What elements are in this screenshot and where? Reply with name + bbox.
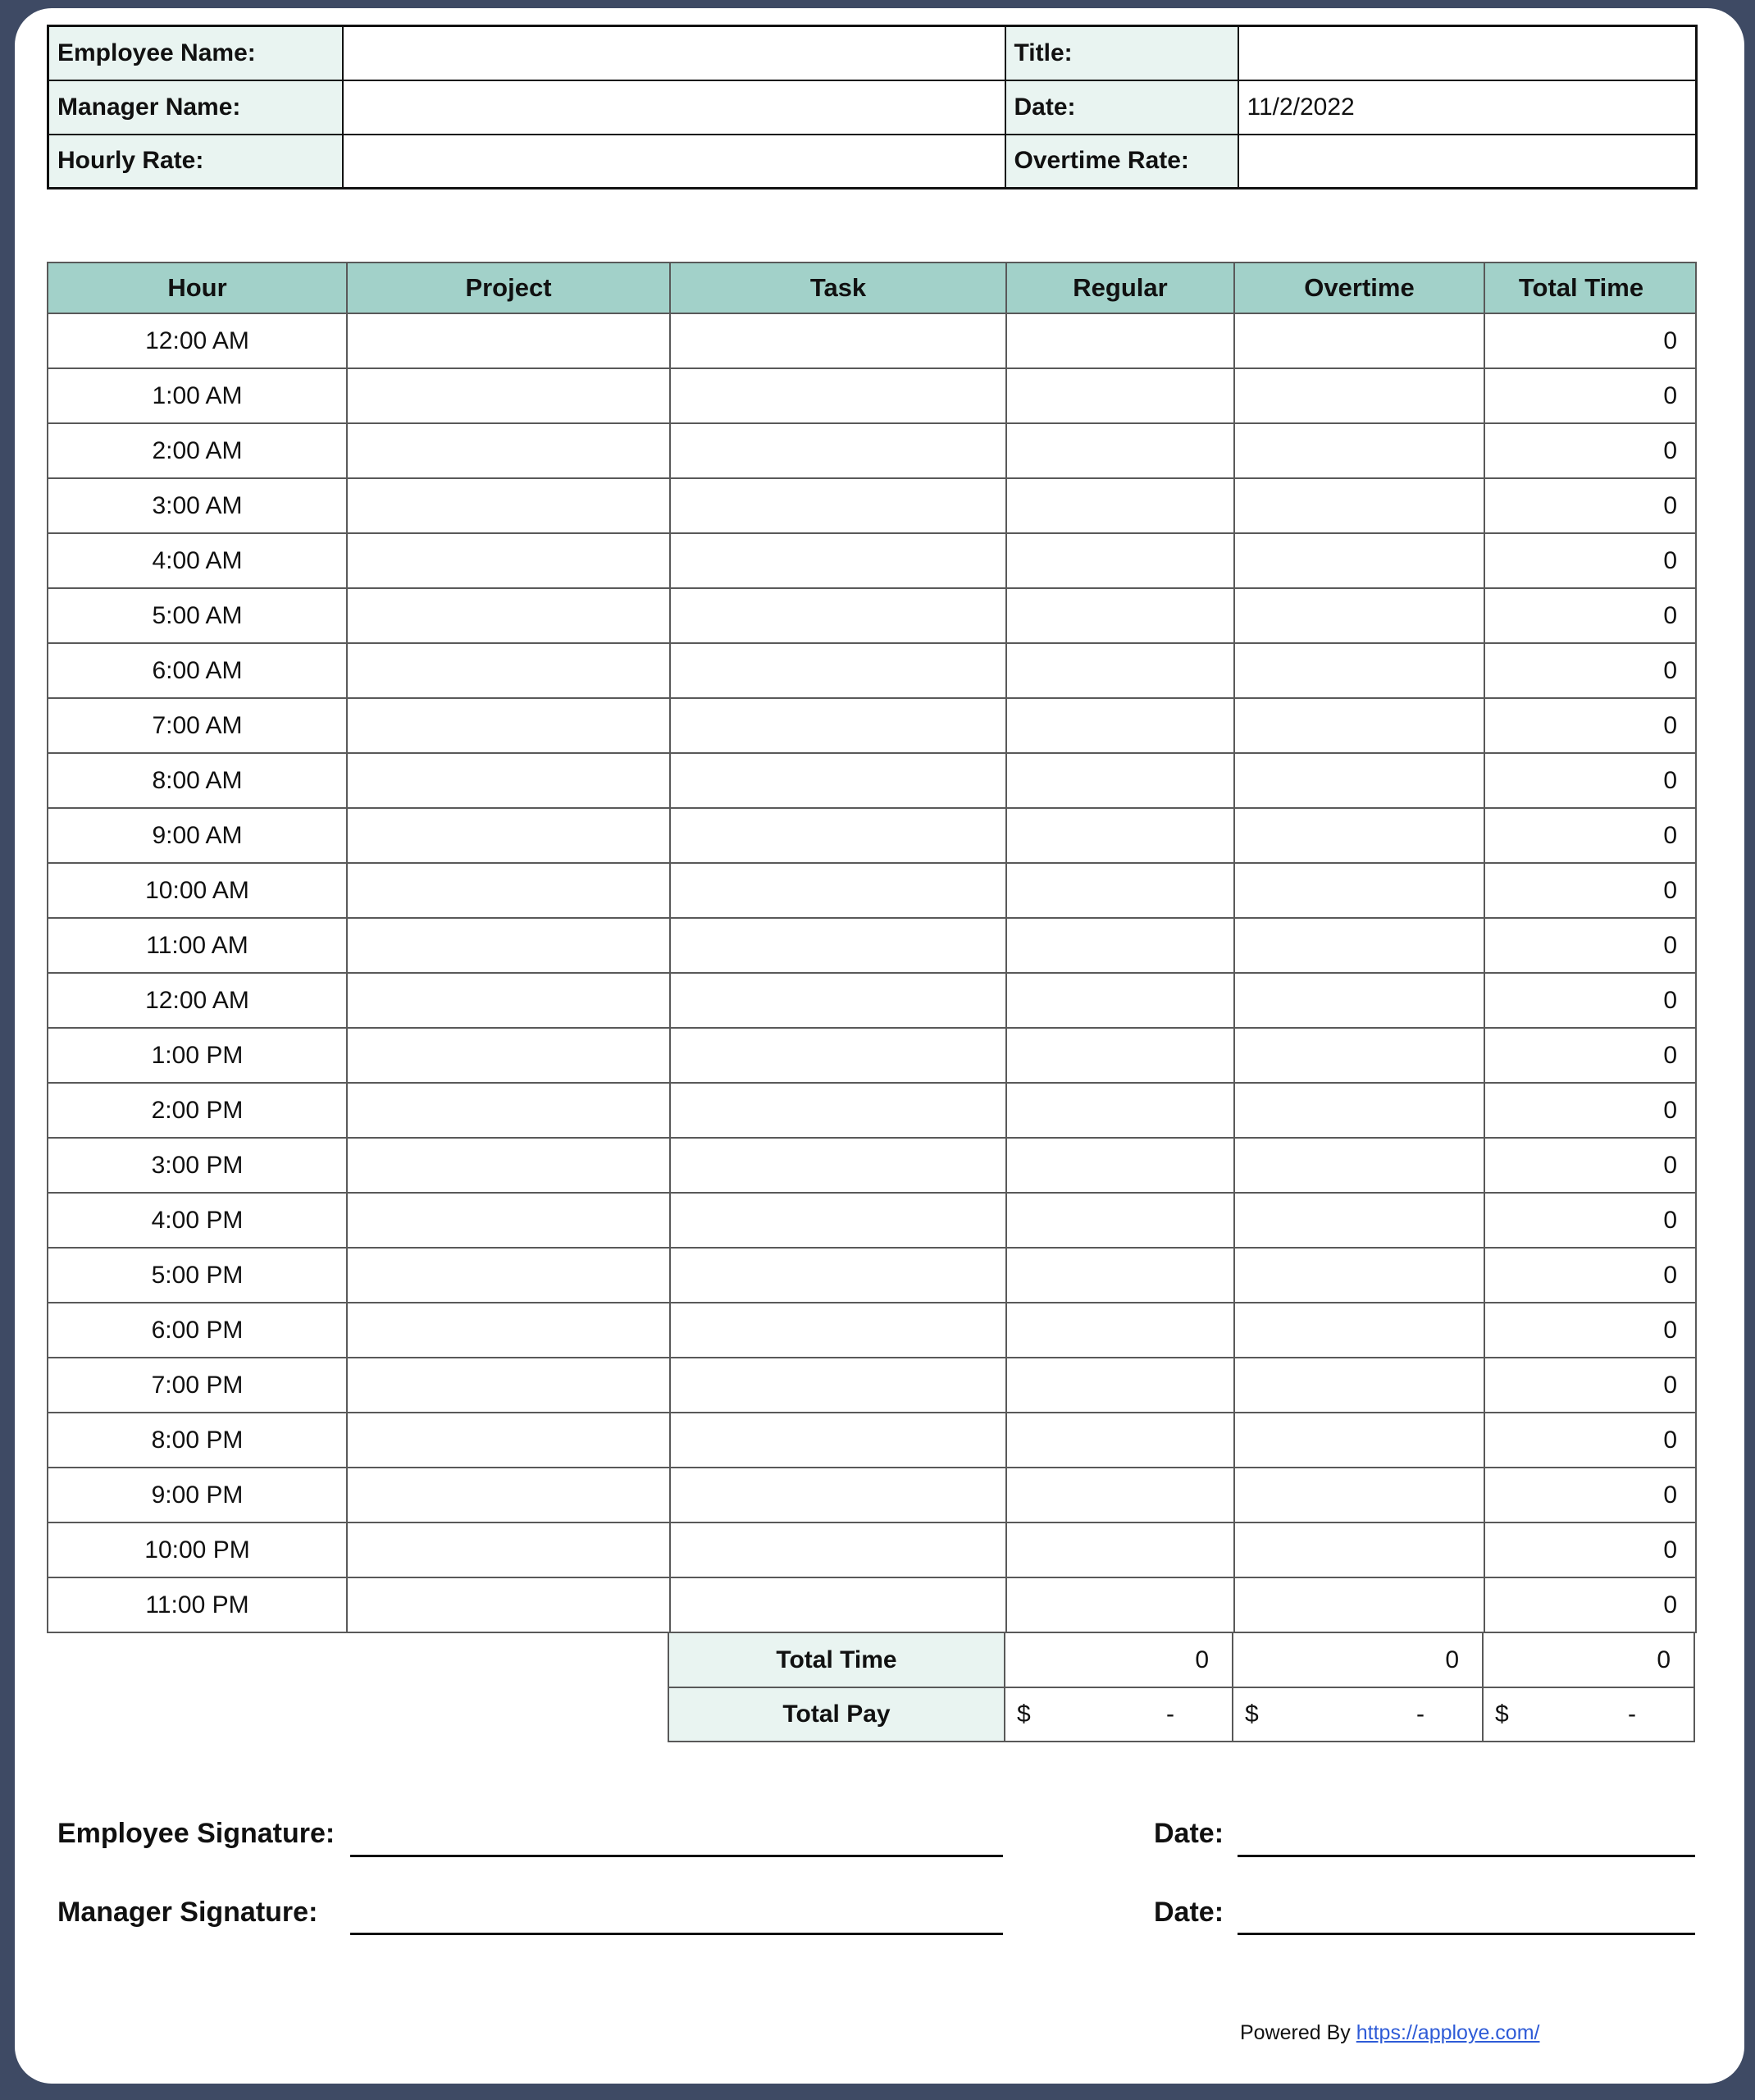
regular-input-cell[interactable] xyxy=(1006,368,1234,423)
regular-input-cell[interactable] xyxy=(1006,1193,1234,1248)
regular-input-cell[interactable] xyxy=(1006,588,1234,643)
overtime-rate-field[interactable] xyxy=(1238,135,1697,189)
timesheet-table xyxy=(47,262,1697,1633)
task-input-cell[interactable] xyxy=(670,1522,1006,1577)
overtime-input-cell[interactable] xyxy=(1234,1358,1484,1413)
hourly-rate-label: Hourly Rate: xyxy=(48,135,343,189)
project-input-cell[interactable] xyxy=(347,1083,670,1138)
total-pay-total-cell xyxy=(1483,1687,1694,1742)
timesheet-row xyxy=(48,808,1696,863)
title-label: Title: xyxy=(1005,26,1238,80)
column-header-total: Total Time xyxy=(1484,262,1696,313)
footer xyxy=(47,2021,1712,2045)
project-input-cell[interactable] xyxy=(347,1138,670,1193)
project-input-cell[interactable] xyxy=(347,533,670,588)
signature-section xyxy=(47,1808,1695,1947)
regular-input-cell[interactable] xyxy=(1006,313,1234,368)
hour-cell: 3:00 PM xyxy=(48,1138,347,1193)
timesheet-row xyxy=(48,643,1696,698)
timesheet-body xyxy=(48,313,1696,1632)
overtime-input-cell[interactable] xyxy=(1234,533,1484,588)
overtime-input-cell[interactable] xyxy=(1234,1468,1484,1522)
apploye-link[interactable]: https://apploye.com/ xyxy=(1356,2021,1540,2044)
total-time-cell: 0 xyxy=(1484,1468,1696,1522)
total-pay-overtime-value: - xyxy=(1416,1701,1425,1728)
hour-cell: 2:00 AM xyxy=(48,423,347,478)
overtime-input-cell[interactable] xyxy=(1234,808,1484,863)
total-time-cell: 0 xyxy=(1484,698,1696,753)
regular-input-cell[interactable] xyxy=(1006,533,1234,588)
timesheet-row xyxy=(48,1468,1696,1522)
total-time-cell: 0 xyxy=(1484,478,1696,533)
total-time-cell: 0 xyxy=(1484,368,1696,423)
hour-cell: 4:00 PM xyxy=(48,1193,347,1248)
overtime-input-cell[interactable] xyxy=(1234,918,1484,973)
hour-cell: 9:00 AM xyxy=(48,808,347,863)
overtime-input-cell[interactable] xyxy=(1234,698,1484,753)
project-input-cell[interactable] xyxy=(347,1522,670,1577)
overtime-input-cell[interactable] xyxy=(1234,1522,1484,1577)
regular-input-cell[interactable] xyxy=(1006,1413,1234,1468)
total-time-regular-value: 0 xyxy=(1005,1633,1233,1687)
task-input-cell[interactable] xyxy=(670,588,1006,643)
total-time-cell: 0 xyxy=(1484,313,1696,368)
project-input-cell[interactable] xyxy=(347,1248,670,1303)
task-input-cell[interactable] xyxy=(670,1248,1006,1303)
task-input-cell[interactable] xyxy=(670,918,1006,973)
project-input-cell[interactable] xyxy=(347,1577,670,1632)
powered-by-text: Powered By xyxy=(1240,2021,1351,2044)
project-input-cell[interactable] xyxy=(347,698,670,753)
total-time-cell: 0 xyxy=(1484,1413,1696,1468)
employee-signature-date-label: Date: xyxy=(1154,1818,1224,1849)
manager-signature-date-label: Date: xyxy=(1154,1897,1224,1928)
hour-cell: 1:00 PM xyxy=(48,1028,347,1083)
total-time-cell: 0 xyxy=(1484,918,1696,973)
regular-input-cell[interactable] xyxy=(1006,1468,1234,1522)
timesheet-row xyxy=(48,753,1696,808)
task-input-cell[interactable] xyxy=(670,863,1006,918)
total-time-cell: 0 xyxy=(1484,1083,1696,1138)
overtime-input-cell[interactable] xyxy=(1234,1248,1484,1303)
regular-input-cell[interactable] xyxy=(1006,1083,1234,1138)
manager-signature-line[interactable] xyxy=(350,1906,1003,1935)
column-header-overtime: Overtime xyxy=(1234,262,1484,313)
timesheet-row xyxy=(48,1138,1696,1193)
manager-signature-date-line[interactable] xyxy=(1238,1906,1695,1935)
total-time-cell: 0 xyxy=(1484,808,1696,863)
total-pay-regular-cell xyxy=(1005,1687,1233,1742)
regular-input-cell[interactable] xyxy=(1006,918,1234,973)
timesheet-row xyxy=(48,1193,1696,1248)
timesheet-row xyxy=(48,973,1696,1028)
total-time-cell: 0 xyxy=(1484,588,1696,643)
project-input-cell[interactable] xyxy=(347,1413,670,1468)
regular-input-cell[interactable] xyxy=(1006,1248,1234,1303)
project-input-cell[interactable] xyxy=(347,588,670,643)
task-input-cell[interactable] xyxy=(670,533,1006,588)
manager-name-label: Manager Name: xyxy=(48,80,343,135)
date-label: Date: xyxy=(1005,80,1238,135)
task-input-cell[interactable] xyxy=(670,1358,1006,1413)
timesheet-row xyxy=(48,533,1696,588)
task-input-cell[interactable] xyxy=(670,368,1006,423)
overtime-input-cell[interactable] xyxy=(1234,588,1484,643)
hour-cell: 7:00 AM xyxy=(48,698,347,753)
total-time-cell: 0 xyxy=(1484,423,1696,478)
task-input-cell[interactable] xyxy=(670,753,1006,808)
total-time-label: Total Time xyxy=(668,1633,1005,1687)
timesheet-row xyxy=(48,698,1696,753)
regular-input-cell[interactable] xyxy=(1006,1303,1234,1358)
info-row xyxy=(48,80,1697,135)
project-input-cell[interactable] xyxy=(347,368,670,423)
hour-cell: 6:00 AM xyxy=(48,643,347,698)
hour-cell: 6:00 PM xyxy=(48,1303,347,1358)
regular-input-cell[interactable] xyxy=(1006,808,1234,863)
hour-cell: 9:00 PM xyxy=(48,1468,347,1522)
hourly-rate-field[interactable] xyxy=(343,135,1005,189)
project-input-cell[interactable] xyxy=(347,918,670,973)
totals-table xyxy=(668,1633,1695,1742)
regular-input-cell[interactable] xyxy=(1006,698,1234,753)
document-page xyxy=(15,8,1744,2084)
hour-cell: 8:00 PM xyxy=(48,1413,347,1468)
employee-signature-line[interactable] xyxy=(350,1828,1003,1857)
title-field[interactable] xyxy=(1238,26,1697,80)
task-input-cell[interactable] xyxy=(670,478,1006,533)
task-input-cell[interactable] xyxy=(670,1577,1006,1632)
total-pay-regular-value: - xyxy=(1166,1701,1174,1728)
manager-signature-label: Manager Signature: xyxy=(57,1897,318,1928)
project-input-cell[interactable] xyxy=(347,478,670,533)
hour-cell: 4:00 AM xyxy=(48,533,347,588)
regular-input-cell[interactable] xyxy=(1006,1358,1234,1413)
timesheet-row xyxy=(48,423,1696,478)
overtime-input-cell[interactable] xyxy=(1234,1193,1484,1248)
task-input-cell[interactable] xyxy=(670,1193,1006,1248)
hour-cell: 10:00 AM xyxy=(48,863,347,918)
regular-input-cell[interactable] xyxy=(1006,1577,1234,1632)
timesheet-row xyxy=(48,478,1696,533)
timesheet-row xyxy=(48,1358,1696,1413)
overtime-input-cell[interactable] xyxy=(1234,1413,1484,1468)
timesheet-row xyxy=(48,918,1696,973)
timesheet-row xyxy=(48,1303,1696,1358)
project-input-cell[interactable] xyxy=(347,863,670,918)
regular-input-cell[interactable] xyxy=(1006,1138,1234,1193)
overtime-input-cell[interactable] xyxy=(1234,368,1484,423)
timesheet-row xyxy=(48,1522,1696,1577)
project-input-cell[interactable] xyxy=(347,643,670,698)
hour-cell: 3:00 AM xyxy=(48,478,347,533)
task-input-cell[interactable] xyxy=(670,1413,1006,1468)
project-input-cell[interactable] xyxy=(347,973,670,1028)
overtime-input-cell[interactable] xyxy=(1234,478,1484,533)
timesheet-header-row xyxy=(48,262,1696,313)
task-input-cell[interactable] xyxy=(670,973,1006,1028)
timesheet-row xyxy=(48,1413,1696,1468)
project-input-cell[interactable] xyxy=(347,1193,670,1248)
total-time-cell: 0 xyxy=(1484,1303,1696,1358)
project-input-cell[interactable] xyxy=(347,1358,670,1413)
project-input-cell[interactable] xyxy=(347,808,670,863)
hour-cell: 5:00 AM xyxy=(48,588,347,643)
employee-name-label: Employee Name: xyxy=(48,26,343,80)
total-time-cell: 0 xyxy=(1484,753,1696,808)
project-input-cell[interactable] xyxy=(347,1028,670,1083)
hour-cell: 11:00 AM xyxy=(48,918,347,973)
task-input-cell[interactable] xyxy=(670,1028,1006,1083)
total-time-total-value: 0 xyxy=(1483,1633,1694,1687)
total-time-cell: 0 xyxy=(1484,1522,1696,1577)
totals-section xyxy=(47,1633,1695,1742)
project-input-cell[interactable] xyxy=(347,1468,670,1522)
hour-cell: 10:00 PM xyxy=(48,1522,347,1577)
project-input-cell[interactable] xyxy=(347,753,670,808)
hour-cell: 5:00 PM xyxy=(48,1248,347,1303)
column-header-task: Task xyxy=(670,262,1006,313)
hour-cell: 7:00 PM xyxy=(48,1358,347,1413)
total-pay-label: Total Pay xyxy=(668,1687,1005,1742)
total-time-cell: 0 xyxy=(1484,1248,1696,1303)
currency-symbol: $ xyxy=(1017,1701,1031,1728)
employee-signature-date-line[interactable] xyxy=(1238,1828,1695,1857)
hour-cell: 11:00 PM xyxy=(48,1577,347,1632)
project-input-cell[interactable] xyxy=(347,423,670,478)
hour-cell: 12:00 AM xyxy=(48,313,347,368)
regular-input-cell[interactable] xyxy=(1006,643,1234,698)
overtime-input-cell[interactable] xyxy=(1234,423,1484,478)
timesheet-row xyxy=(48,863,1696,918)
column-header-hour: Hour xyxy=(48,262,347,313)
total-pay-total-value: - xyxy=(1628,1701,1636,1728)
overtime-input-cell[interactable] xyxy=(1234,753,1484,808)
overtime-input-cell[interactable] xyxy=(1234,313,1484,368)
employee-signature-label: Employee Signature: xyxy=(57,1818,335,1849)
timesheet-row xyxy=(48,1577,1696,1632)
total-time-cell: 0 xyxy=(1484,973,1696,1028)
regular-input-cell[interactable] xyxy=(1006,753,1234,808)
currency-symbol: $ xyxy=(1245,1701,1259,1728)
document-content xyxy=(47,25,1712,2045)
total-time-cell: 0 xyxy=(1484,533,1696,588)
total-time-cell: 0 xyxy=(1484,863,1696,918)
timesheet-row xyxy=(48,588,1696,643)
total-time-row xyxy=(668,1633,1694,1687)
hour-cell: 1:00 AM xyxy=(48,368,347,423)
task-input-cell[interactable] xyxy=(670,1138,1006,1193)
regular-input-cell[interactable] xyxy=(1006,973,1234,1028)
total-time-overtime-value: 0 xyxy=(1233,1633,1483,1687)
overtime-rate-label: Overtime Rate: xyxy=(1005,135,1238,189)
task-input-cell[interactable] xyxy=(670,1468,1006,1522)
total-time-cell: 0 xyxy=(1484,1577,1696,1632)
task-input-cell[interactable] xyxy=(670,313,1006,368)
info-row xyxy=(48,135,1697,189)
timesheet-row xyxy=(48,1248,1696,1303)
overtime-input-cell[interactable] xyxy=(1234,1577,1484,1632)
overtime-input-cell[interactable] xyxy=(1234,1138,1484,1193)
currency-symbol: $ xyxy=(1495,1701,1509,1728)
task-input-cell[interactable] xyxy=(670,1083,1006,1138)
total-time-cell: 0 xyxy=(1484,1193,1696,1248)
total-time-cell: 0 xyxy=(1484,1138,1696,1193)
info-row xyxy=(48,26,1697,80)
total-time-cell: 0 xyxy=(1484,643,1696,698)
hour-cell: 12:00 AM xyxy=(48,973,347,1028)
timesheet-row xyxy=(48,368,1696,423)
regular-input-cell[interactable] xyxy=(1006,1522,1234,1577)
column-header-regular: Regular xyxy=(1006,262,1234,313)
column-header-project: Project xyxy=(347,262,670,313)
total-pay-overtime-cell xyxy=(1233,1687,1483,1742)
task-input-cell[interactable] xyxy=(670,1303,1006,1358)
totals-spacer xyxy=(47,1633,668,1742)
regular-input-cell[interactable] xyxy=(1006,863,1234,918)
task-input-cell[interactable] xyxy=(670,423,1006,478)
overtime-input-cell[interactable] xyxy=(1234,863,1484,918)
project-input-cell[interactable] xyxy=(347,313,670,368)
overtime-input-cell[interactable] xyxy=(1234,1303,1484,1358)
employee-info-table xyxy=(47,25,1698,189)
manager-name-field[interactable] xyxy=(343,80,1005,135)
total-pay-row xyxy=(668,1687,1694,1742)
timesheet-row xyxy=(48,313,1696,368)
regular-input-cell[interactable] xyxy=(1006,478,1234,533)
task-input-cell[interactable] xyxy=(670,698,1006,753)
project-input-cell[interactable] xyxy=(347,1303,670,1358)
date-field[interactable]: 11/2/2022 xyxy=(1238,80,1697,135)
task-input-cell[interactable] xyxy=(670,643,1006,698)
overtime-input-cell[interactable] xyxy=(1234,1028,1484,1083)
overtime-input-cell[interactable] xyxy=(1234,973,1484,1028)
overtime-input-cell[interactable] xyxy=(1234,1083,1484,1138)
total-time-cell: 0 xyxy=(1484,1028,1696,1083)
hour-cell: 8:00 AM xyxy=(48,753,347,808)
timesheet-row xyxy=(48,1028,1696,1083)
employee-name-field[interactable] xyxy=(343,26,1005,80)
hour-cell: 2:00 PM xyxy=(48,1083,347,1138)
timesheet-row xyxy=(48,1083,1696,1138)
overtime-input-cell[interactable] xyxy=(1234,643,1484,698)
task-input-cell[interactable] xyxy=(670,808,1006,863)
total-time-cell: 0 xyxy=(1484,1358,1696,1413)
regular-input-cell[interactable] xyxy=(1006,1028,1234,1083)
regular-input-cell[interactable] xyxy=(1006,423,1234,478)
